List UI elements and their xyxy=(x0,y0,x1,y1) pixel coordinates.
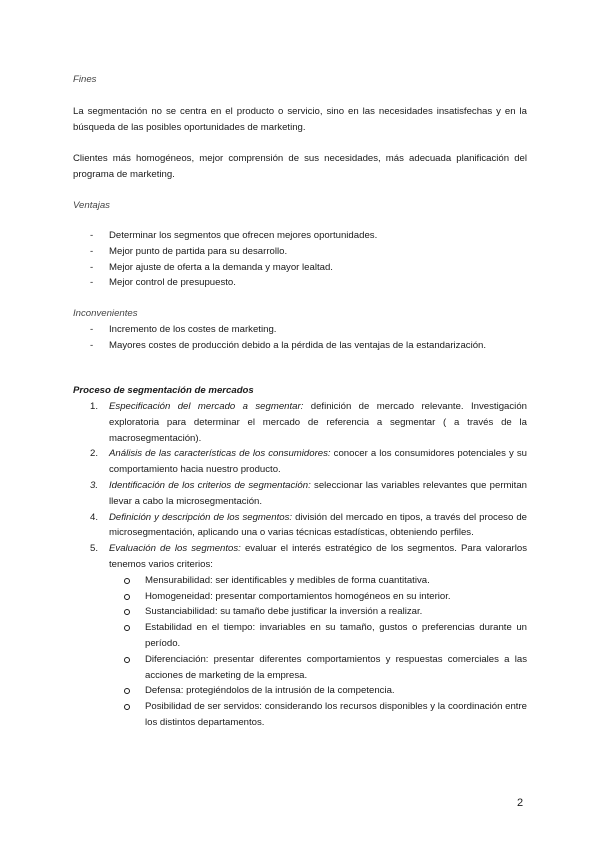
step-term: Definición y descripción de los segmentos: xyxy=(109,511,293,523)
list-item: - Mejor punto de partida para su desarrollo. xyxy=(73,244,527,260)
process-step xyxy=(73,541,527,731)
list-item: Posibilidad de ser servidos: considerando los recursos disponibles y la coordinación entre los distintos departamentos. xyxy=(109,699,527,731)
list-item: - Determinar los segmentos que ofrecen mejores oportunidades. xyxy=(73,228,527,244)
inconvenientes-heading: Inconvenientes xyxy=(73,308,138,319)
step-text: división del mercado en tipos, a través del proceso de microsegmentación, aplicando una o varias técnicas estadísticas, obteniendo perfiles. xyxy=(109,511,527,539)
fines-paragraph-1: La segmentación no se centra en el producto o servicio, sino en las necesidades insatisfechas y en la búsqueda de las posibles oportunidades de marketing. xyxy=(73,106,527,133)
process-step xyxy=(73,399,527,446)
list-item: Estabilidad en el tiempo: invariables en su tamaño, gustos o preferencias durante un período. xyxy=(109,620,527,652)
list-item: - Mejor control de presupuesto. xyxy=(73,275,527,291)
step-number: 3. xyxy=(90,479,99,491)
step-number: 4. xyxy=(90,511,99,523)
list-item: Homogeneidad: presentar comportamientos homogéneos en su interior. xyxy=(109,589,527,605)
proceso-heading: Proceso de segmentación de mercados xyxy=(73,385,254,396)
criterios-list xyxy=(109,573,527,731)
step-number: 5. xyxy=(90,543,99,555)
process-step xyxy=(73,446,527,478)
step-text: conocer a los consumidores potenciales y su comportamiento hacia nuestro producto. xyxy=(109,448,528,476)
step-text: definición de mercado relevante. Investigación exploratoria para determinar el mercado de referencia a segmentar ( a través de la macrosegmentación). xyxy=(109,401,527,444)
list-item: - Mayores costes de producción debido a la pérdida de las ventajas de la estandarización. xyxy=(73,338,527,354)
ventajas-list xyxy=(73,228,527,291)
step-text: evaluar el interés estratégico de los segmentos. Para valorarlos tenemos varios criterios: xyxy=(109,543,527,570)
step-term: Especificación del mercado a segmentar: xyxy=(109,401,304,412)
process-step xyxy=(73,510,527,542)
list-item: Defensa: protegiéndolos de la intrusión de la competencia. xyxy=(109,683,527,699)
inconvenientes-list xyxy=(73,322,527,354)
list-item: Diferenciación: presentar diferentes comportamientos y respuestas comerciales a las acciones de marketing de la empresa. xyxy=(109,652,527,684)
list-item: - Incremento de los costes de marketing. xyxy=(73,322,527,338)
fines-paragraph-2: Clientes más homogéneos, mejor comprensión de sus necesidades, más adecuada planificación del programa de marketing. xyxy=(73,153,527,180)
list-item: - Mejor ajuste de oferta a la demanda y mayor lealtad. xyxy=(73,260,527,276)
step-term: Evaluación de los segmentos: xyxy=(109,543,241,555)
list-item: Mensurabilidad: ser identificables y medibles de forma cuantitativa. xyxy=(109,573,527,589)
process-step xyxy=(73,478,527,510)
list-item: Sustanciabilidad: su tamaño debe justificar la inversión a realizar. xyxy=(109,604,527,620)
step-term: Identificación de los criterios de segmentación: xyxy=(109,479,311,491)
step-number: 2. xyxy=(90,448,99,460)
fines-heading: Fines xyxy=(73,74,97,85)
step-text: seleccionar las variables relevantes que permitan llevar a cabo la microsegmentación. xyxy=(109,479,527,507)
ventajas-heading: Ventajas xyxy=(73,200,110,211)
proceso-steps xyxy=(73,399,527,731)
step-term: Análisis de las características de los consumidores: xyxy=(109,448,331,460)
step-number: 1. xyxy=(90,401,99,412)
page-number: 2 xyxy=(517,797,524,809)
